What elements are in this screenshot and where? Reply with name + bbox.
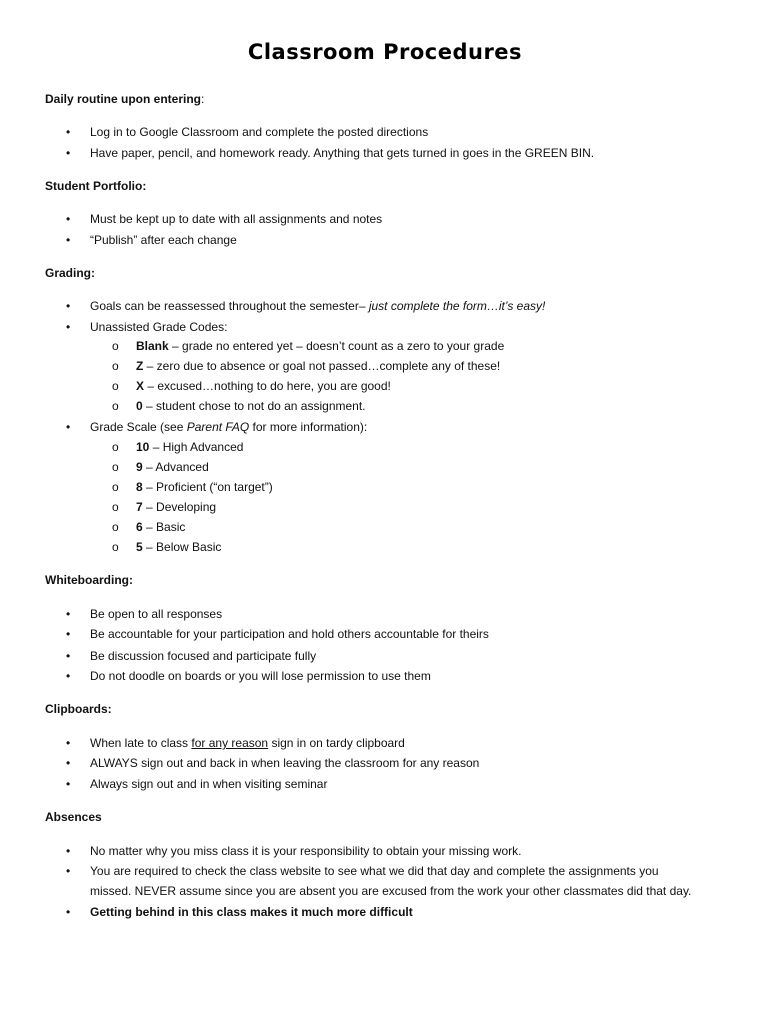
bullet-icon: • [66, 320, 71, 334]
scale-key: 6 [136, 520, 143, 534]
scale-post: for more information): [249, 420, 368, 434]
list-item-late [90, 733, 405, 753]
section-heading-portfolio: Student Portfolio: [45, 179, 147, 193]
bullet-icon: • [66, 905, 71, 919]
code-key: Blank [136, 339, 169, 353]
bullet-icon: • [66, 669, 71, 683]
list-item: Have paper, pencil, and homework ready. Anything that gets turned in goes in the GREEN BIN. [90, 146, 595, 160]
section-heading-grading: Grading: [45, 266, 95, 280]
scale-desc: – High Advanced [149, 440, 244, 454]
bullet-icon: • [66, 844, 71, 858]
scale-key: 9 [136, 460, 143, 474]
sub-bullet-icon: o [112, 399, 119, 413]
list-item: You are required to check the class website to see what we did that day and complete the assignments you [90, 864, 659, 878]
list-item: “Publish” after each change [90, 233, 237, 247]
sub-bullet-icon: o [112, 359, 119, 373]
parent-faq-reference: Parent FAQ [186, 420, 250, 434]
code-desc: – zero due to absence or goal not passed…complete any of these! [143, 359, 501, 373]
goals-italic: just complete the form…it’s easy! [368, 299, 546, 313]
code-key: Z [136, 359, 144, 373]
list-item: Do not doodle on boards or you will lose permission to use them [90, 669, 431, 683]
bullet-icon: • [66, 146, 71, 160]
scale-item [136, 497, 216, 517]
scale-desc: – Below Basic [142, 540, 222, 554]
code-key: X [136, 379, 145, 393]
scale-item [136, 477, 273, 497]
list-item: Be accountable for your participation and hold others accountable for theirs [90, 627, 489, 641]
section-heading-clipboards: Clipboards: [45, 702, 112, 716]
code-item [136, 356, 500, 376]
late-pre: When late to class [90, 736, 192, 750]
bullet-icon: • [66, 649, 71, 663]
code-desc: – grade no entered yet – doesn’t count as a zero to your grade [168, 339, 505, 353]
list-item: Always sign out and in when visiting seminar [90, 777, 328, 791]
scale-key: 7 [136, 500, 143, 514]
list-item-codes: Unassisted Grade Codes: [90, 320, 228, 334]
bullet-icon: • [66, 607, 71, 621]
scale-item [136, 437, 243, 457]
bullet-icon: • [66, 212, 71, 226]
scale-desc: – Proficient (“on target”) [142, 480, 273, 494]
page-title: Classroom Procedures [247, 40, 523, 64]
bullet-icon: • [66, 420, 71, 434]
list-item: Be discussion focused and participate fully [90, 649, 317, 663]
sub-bullet-icon: o [112, 500, 119, 514]
code-key: 0 [136, 399, 143, 413]
code-desc: – student chose to not do an assignment. [142, 399, 366, 413]
section-heading-daily [45, 92, 204, 106]
scale-item [136, 457, 209, 477]
bullet-icon: • [66, 299, 71, 313]
sub-bullet-icon: o [112, 339, 119, 353]
bullet-icon: • [66, 627, 71, 641]
sub-bullet-icon: o [112, 460, 119, 474]
list-item: Must be kept up to date with all assignments and notes [90, 212, 383, 226]
list-item: ALWAYS sign out and back in when leaving the classroom for any reason [90, 756, 480, 770]
bullet-icon: • [66, 864, 71, 878]
sub-bullet-icon: o [112, 540, 119, 554]
scale-key: 5 [136, 540, 143, 554]
section-heading-absences: Absences [45, 810, 102, 824]
list-item: Log in to Google Classroom and complete the posted directions [90, 125, 429, 139]
list-item: Be open to all responses [90, 607, 223, 621]
scale-desc: – Developing [142, 500, 217, 514]
scale-key: 8 [136, 480, 143, 494]
goals-text: Goals can be reassessed throughout the semester– [90, 299, 369, 313]
scale-desc: – Advanced [142, 460, 209, 474]
code-item [136, 336, 504, 356]
bullet-icon: • [66, 736, 71, 750]
scale-item [136, 517, 185, 537]
scale-pre: Grade Scale (see [90, 420, 187, 434]
bullet-icon: • [66, 777, 71, 791]
scale-key: 10 [136, 440, 150, 454]
heading-colon: : [201, 92, 205, 106]
sub-bullet-icon: o [112, 440, 119, 454]
list-item-goals [90, 296, 545, 316]
code-item [136, 396, 366, 416]
scale-item [136, 537, 221, 557]
sub-bullet-icon: o [112, 379, 119, 393]
code-item [136, 376, 391, 396]
heading-text: Daily routine upon entering [45, 92, 202, 106]
code-desc: – excused…nothing to do here, you are good! [144, 379, 391, 393]
late-underline: for any reason [191, 736, 269, 750]
scale-desc: – Basic [142, 520, 186, 534]
list-item-continuation: missed. NEVER assume since you are absent you are excused from the work your other classmates did that day. [90, 884, 692, 898]
bullet-icon: • [66, 756, 71, 770]
section-heading-whiteboarding: Whiteboarding: [45, 573, 133, 587]
bullet-icon: • [66, 125, 71, 139]
list-item-scale [90, 417, 367, 437]
sub-bullet-icon: o [112, 480, 119, 494]
sub-bullet-icon: o [112, 520, 119, 534]
list-item-bold: Getting behind in this class makes it much more difficult [90, 905, 413, 919]
list-item: No matter why you miss class it is your responsibility to obtain your missing work. [90, 844, 522, 858]
late-post: sign in on tardy clipboard [268, 736, 405, 750]
bullet-icon: • [66, 233, 71, 247]
